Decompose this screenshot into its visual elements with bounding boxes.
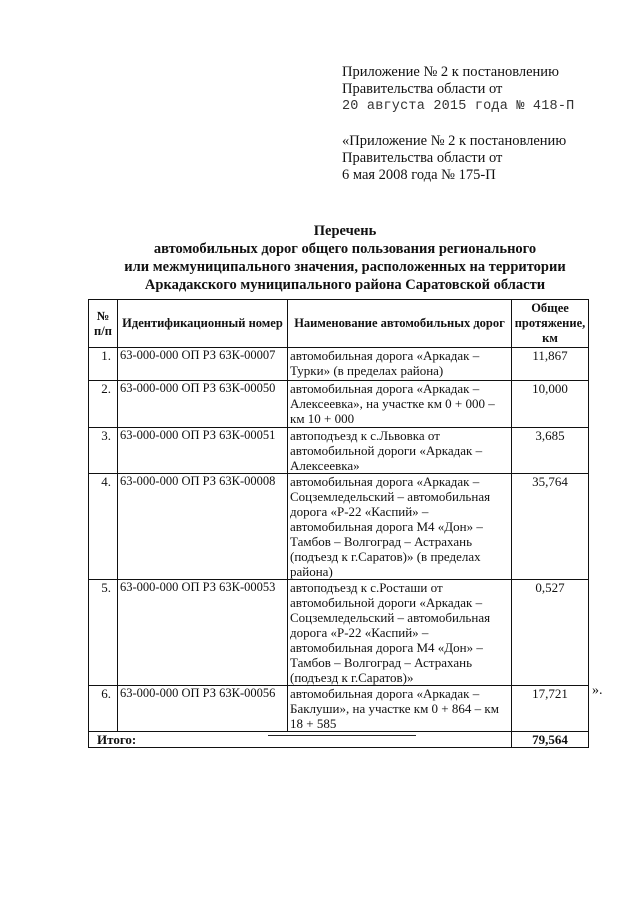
appendix-header (342, 64, 574, 115)
total-row (89, 732, 589, 748)
table-row (89, 580, 589, 686)
closing-quote: ». (592, 683, 603, 698)
row-length: 0,527 (512, 580, 589, 686)
row-num: 1. (89, 348, 118, 381)
row-id: 63-000-000 ОП РЗ 63К-00053 (118, 580, 288, 686)
row-name: автомобильная дорога «Аркадак – Турки» (в пределах района) (288, 348, 512, 381)
appendix-line-1: Приложение № 2 к постановлению (342, 64, 559, 80)
row-num: 3. (89, 428, 118, 474)
prev-appendix-line-1: «Приложение № 2 к постановлению (342, 133, 567, 149)
header-name: Наименование автомобильных дорог (288, 300, 512, 348)
table-row (89, 381, 589, 428)
row-length: 11,867 (512, 348, 589, 381)
title-line-1: Перечень (313, 223, 377, 239)
row-num: 4. (89, 474, 118, 580)
previous-appendix-header (342, 133, 566, 184)
row-length: 35,764 (512, 474, 589, 580)
header-length: Общее протяжение, км (512, 300, 589, 348)
title-line-3: или межмуниципального значения, расположенных на территории (124, 259, 566, 275)
total-value: 79,564 (512, 732, 589, 748)
title-line-4: Аркадакского муниципального района Саратовской области (144, 277, 546, 293)
header-num: № п/п (89, 300, 118, 348)
row-id: 63-000-000 ОП РЗ 63К-00051 (118, 428, 288, 474)
table-header-row (89, 300, 589, 348)
row-num: 6. (89, 686, 118, 732)
row-name: автомобильная дорога «Аркадак – Баклуши», на участке км 0 + 864 – км 18 + 585 (288, 686, 512, 732)
row-length: 17,721 (512, 686, 589, 732)
row-num: 2. (89, 381, 118, 428)
header-id: Идентификационный номер (118, 300, 288, 348)
signature-line (268, 735, 416, 736)
prev-appendix-line-3: 6 мая 2008 года № 175-П (342, 167, 496, 183)
row-name: автомобильная дорога «Аркадак – Алексеевка», на участке км 0 + 000 – км 10 + 000 (288, 381, 512, 428)
appendix-line-2: Правительства области от (342, 81, 503, 97)
row-length: 3,685 (512, 428, 589, 474)
row-name: автоподъезд к с.Львовка от автомобильной дороги «Аркадак – Алексеевка» (288, 428, 512, 474)
row-id: 63-000-000 ОП РЗ 63К-00007 (118, 348, 288, 381)
row-id: 63-000-000 ОП РЗ 63К-00056 (118, 686, 288, 732)
row-length: 10,000 (512, 381, 589, 428)
table-row (89, 348, 589, 381)
row-id: 63-000-000 ОП РЗ 63К-00008 (118, 474, 288, 580)
row-name: автоподъезд к с.Росташи от автомобильной дороги «Аркадак – Соцземледельский – автомобильная дорога «Р-22 «Каспий» – автомобильная дорога М4 «Дон» – Тамбов – Волгоград – Астрахань (подъезд к г.Саратов)» (288, 580, 512, 686)
row-id: 63-000-000 ОП РЗ 63К-00050 (118, 381, 288, 428)
row-num: 5. (89, 580, 118, 686)
document-title (60, 222, 630, 294)
roads-table (88, 299, 589, 748)
prev-appendix-line-2: Правительства области от (342, 150, 503, 166)
table-row (89, 686, 589, 732)
row-name: автомобильная дорога «Аркадак – Соцземледельский – автомобильная дорога «Р-22 «Каспий» – автомобильная дорога М4 «Дон» – Тамбов – Волгоград – Астрахань (подъезд к г.Саратов)» (в пределах района) (288, 474, 512, 580)
title-line-2: автомобильных дорог общего пользования регионального (153, 241, 537, 257)
total-label: Итого: (89, 732, 512, 748)
table-row (89, 474, 589, 580)
appendix-line-3: 20 августа 2015 года № 418-П (342, 99, 575, 114)
table-row (89, 428, 589, 474)
